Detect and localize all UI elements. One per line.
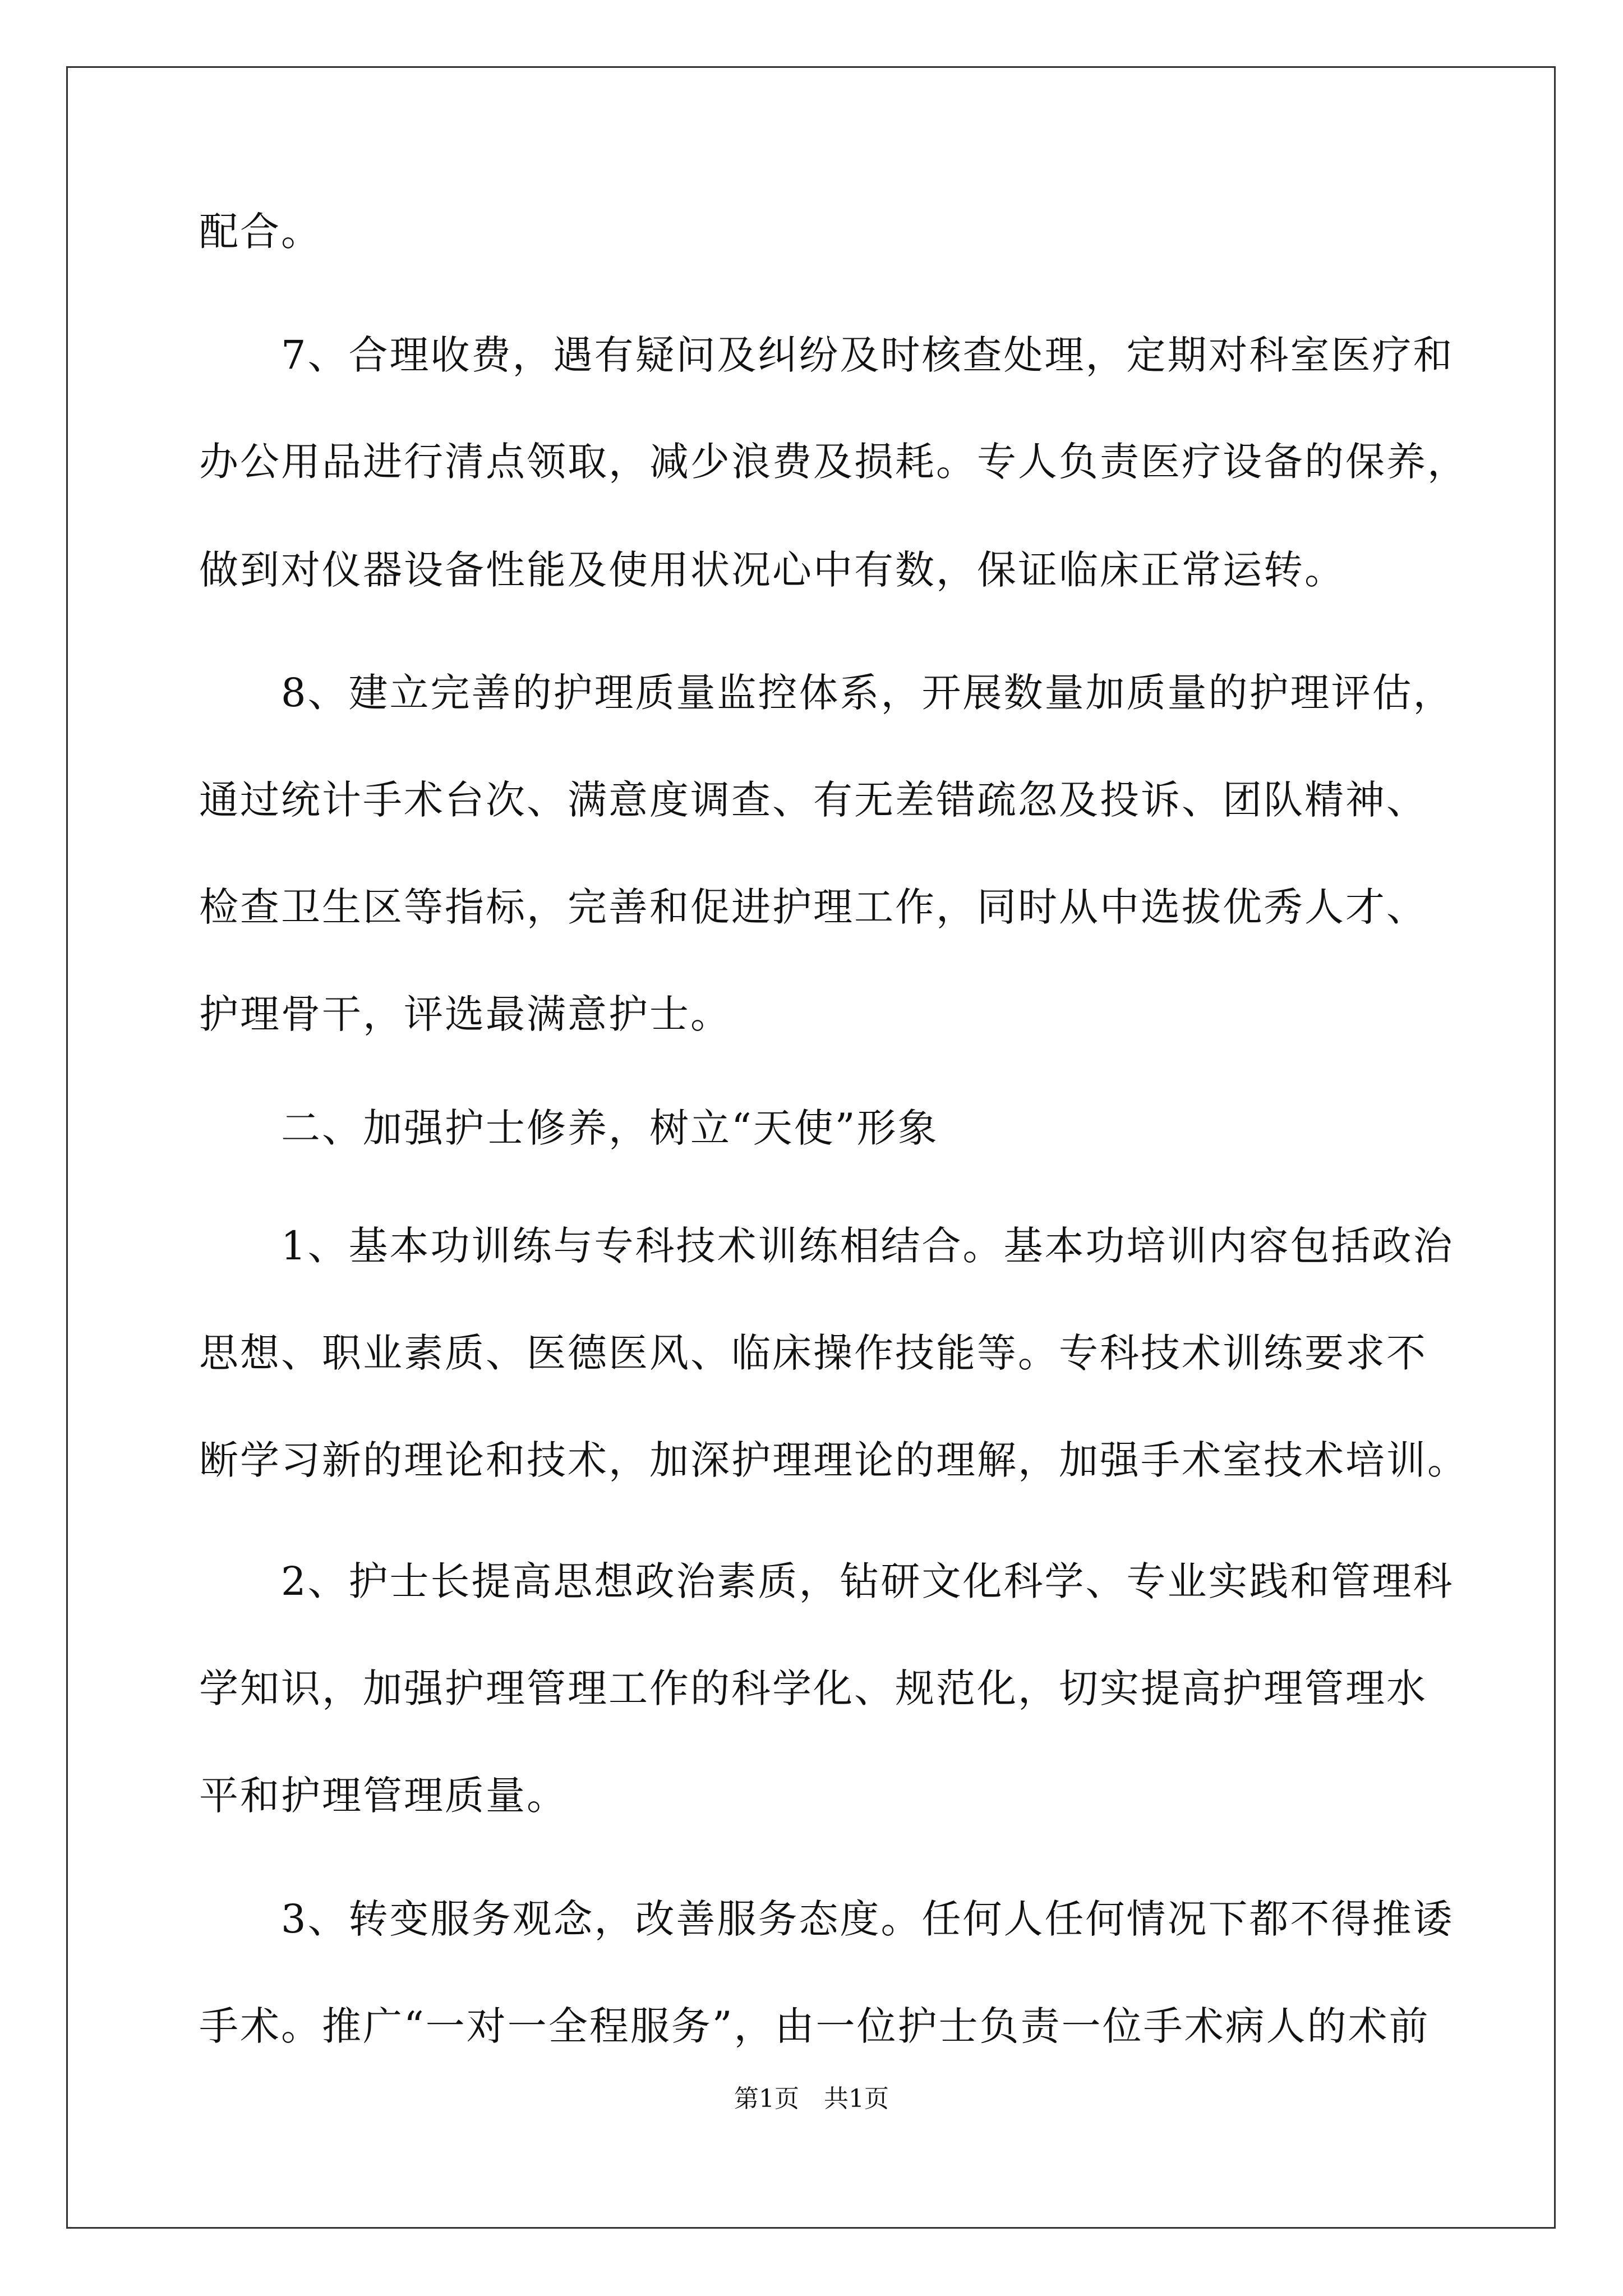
text-line: 学知识，加强护理管理工作的科学化、规范化，切实提高护理管理水 bbox=[199, 1665, 1427, 1711]
text-line: 配合。 bbox=[199, 209, 322, 255]
section-heading: 二、加强护士修养，树立“天使”形象 bbox=[199, 1105, 939, 1151]
text-line: 通过统计手术台次、满意度调查、有无差错疏忽及投诉、团队精神、 bbox=[199, 777, 1427, 823]
page-number: 第1页 共1页 bbox=[734, 2085, 889, 2113]
text-line: 3、转变服务观念，改善服务态度。任何人任何情况下都不得推诿 bbox=[199, 1896, 1454, 1942]
text-line: 检查卫生区等指标，完善和促进护理工作，同时从中选拔优秀人才、 bbox=[199, 884, 1427, 930]
text-line: 1、基本功训练与专科技术训练相结合。基本功培训内容包括政治 bbox=[199, 1223, 1454, 1269]
text-line: 办公用品进行清点领取，减少浪费及损耗。专人负责医疗设备的保养， bbox=[199, 439, 1468, 485]
text-line: 手术。推广“一对一全程服务”，由一位护士负责一位手术病人的术前 bbox=[199, 2003, 1430, 2049]
text-line: 7、合理收费，遇有疑问及纠纷及时核查处理，定期对科室医疗和 bbox=[199, 332, 1454, 378]
text-line: 断学习新的理论和技术，加深护理理论的理解，加强手术室技术培训。 bbox=[199, 1437, 1468, 1483]
text-line: 做到对仪器设备性能及使用状况心中有数，保证临床正常运转。 bbox=[199, 547, 1345, 593]
text-line: 2、护士长提高思想政治素质，钻研文化科学、专业实践和管理科 bbox=[199, 1558, 1454, 1604]
text-line: 8、建立完善的护理质量监控体系，开展数量加质量的护理评估， bbox=[199, 670, 1454, 716]
text-line: 平和护理管理质量。 bbox=[199, 1773, 568, 1819]
text-line: 护理骨干，评选最满意护士。 bbox=[199, 991, 731, 1037]
text-line: 思想、职业素质、医德医风、临床操作技能等。专科技术训练要求不 bbox=[199, 1330, 1427, 1376]
